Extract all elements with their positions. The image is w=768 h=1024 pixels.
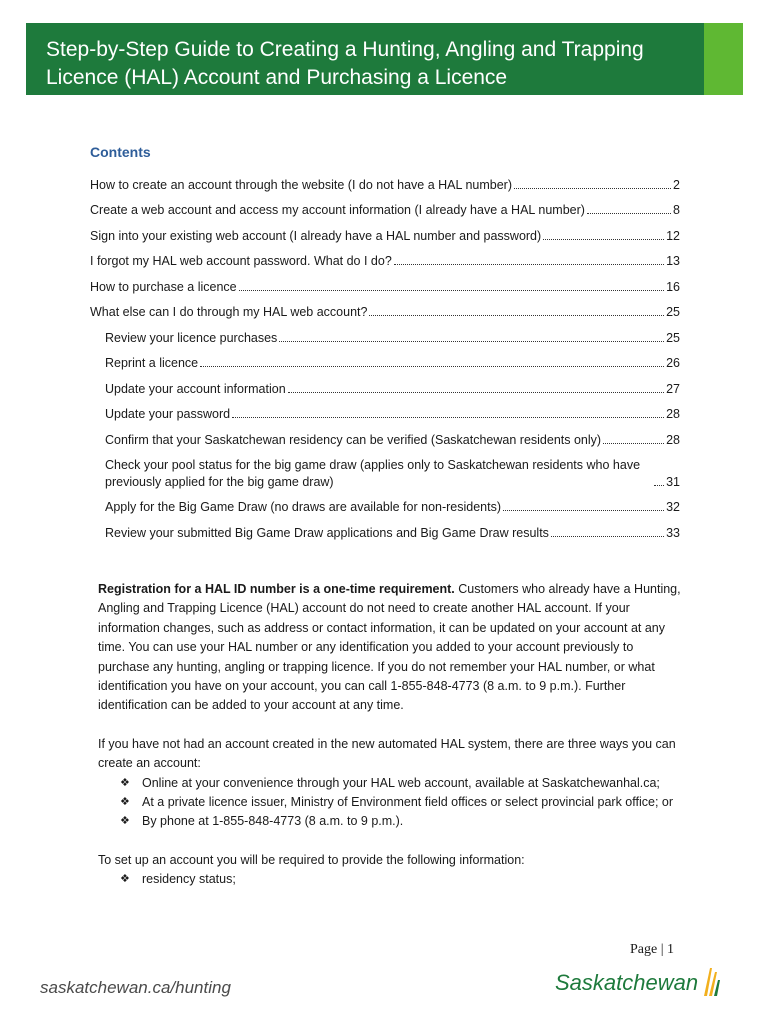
required-info-intro: To set up an account you will be required to provide the following information:	[98, 852, 525, 867]
bullet-icon: ❖	[120, 815, 130, 828]
toc-subentry[interactable]: Reprint a licence 26	[105, 356, 680, 370]
toc-subentry[interactable]: Review your licence purchases 25	[105, 330, 680, 345]
footer-url[interactable]: saskatchewan.ca/hunting	[40, 978, 231, 997]
bullet-icon: ❖	[120, 873, 130, 886]
toc-entry[interactable]: I forgot my HAL web account password. What do I do? 13	[90, 254, 680, 268]
page-number: Page | 1	[630, 942, 675, 957]
document-title: Step-by-Step Guide to Creating a Hunting, Angling and Trapping Licence (HAL) Account and Purchasing a Licence	[46, 38, 644, 89]
list-item: ❖ residency status;	[120, 870, 683, 889]
toc-entry[interactable]: How to create an account through the website (I do not have a HAL number) 2	[90, 177, 680, 192]
toc-subentry[interactable]: Confirm that your Saskatchewan residency can be verified (Saskatchewan residents only) 28	[105, 432, 680, 447]
toc-entry[interactable]: Create a web account and access my account information (I already have a HAL number) 8	[90, 203, 680, 217]
account-options-intro: If you have not had an account created in the new automated HAL system, there are three ways you can create an account:	[98, 736, 676, 771]
toc-subentry[interactable]: Check your pool status for the big game draw (applies only to Saskatchewan residents who have previously applied for the big game draw) 31	[105, 457, 680, 489]
bullet-icon: ❖	[120, 796, 130, 809]
toc-entry[interactable]: How to purchase a licence 16	[90, 279, 680, 294]
account-options-list	[98, 774, 683, 832]
header-accent	[704, 23, 743, 95]
toc-subentry[interactable]: Review your submitted Big Game Draw applications and Big Game Draw results 33	[105, 525, 680, 540]
toc-subentry[interactable]: Update your password 28	[105, 407, 680, 421]
list-item: ❖ Online at your convenience through your HAL web account, available at Saskatchewanhal.ca;	[120, 774, 683, 793]
body-text	[98, 580, 683, 890]
contents-heading: Contents	[90, 144, 151, 160]
toc-subentry[interactable]: Update your account information 27	[105, 381, 680, 396]
wheat-icon	[700, 966, 720, 998]
list-item: ❖ At a private licence issuer, Ministry of Environment field offices or select provincial park office; or	[120, 793, 683, 812]
list-item: ❖ By phone at 1-855-848-4773 (8 a.m. to 9 p.m.).	[120, 812, 683, 831]
required-info-list	[98, 870, 683, 889]
toc-entry[interactable]: What else can I do through my HAL web account? 25	[90, 305, 680, 319]
toc-entry[interactable]: Sign into your existing web account (I already have a HAL number and password) 12	[90, 228, 680, 243]
table-of-contents	[90, 168, 680, 542]
registration-paragraph: Registration for a HAL ID number is a one-time requirement. Customers who already have a Hunting, Angling and Trapping Licence (HAL) account do not need to create another HAL account. If your information changes, such as address or contact information, it can be updated on your account at any time. You can use your HAL number or any identification you added to your account previously to purchase any hunting, angling or trapping licence. If you do not remember your HAL number, or what identification you have on your account, you can call 1-855-848-4773 (8 a.m. to 9 p.m.). Further identification can be added to your account at any time.	[98, 582, 681, 713]
toc-subentry[interactable]: Apply for the Big Game Draw (no draws are available for non-residents) 32	[105, 500, 680, 514]
bullet-icon: ❖	[120, 776, 130, 789]
saskatchewan-logo-text: Saskatchewan	[555, 970, 699, 995]
